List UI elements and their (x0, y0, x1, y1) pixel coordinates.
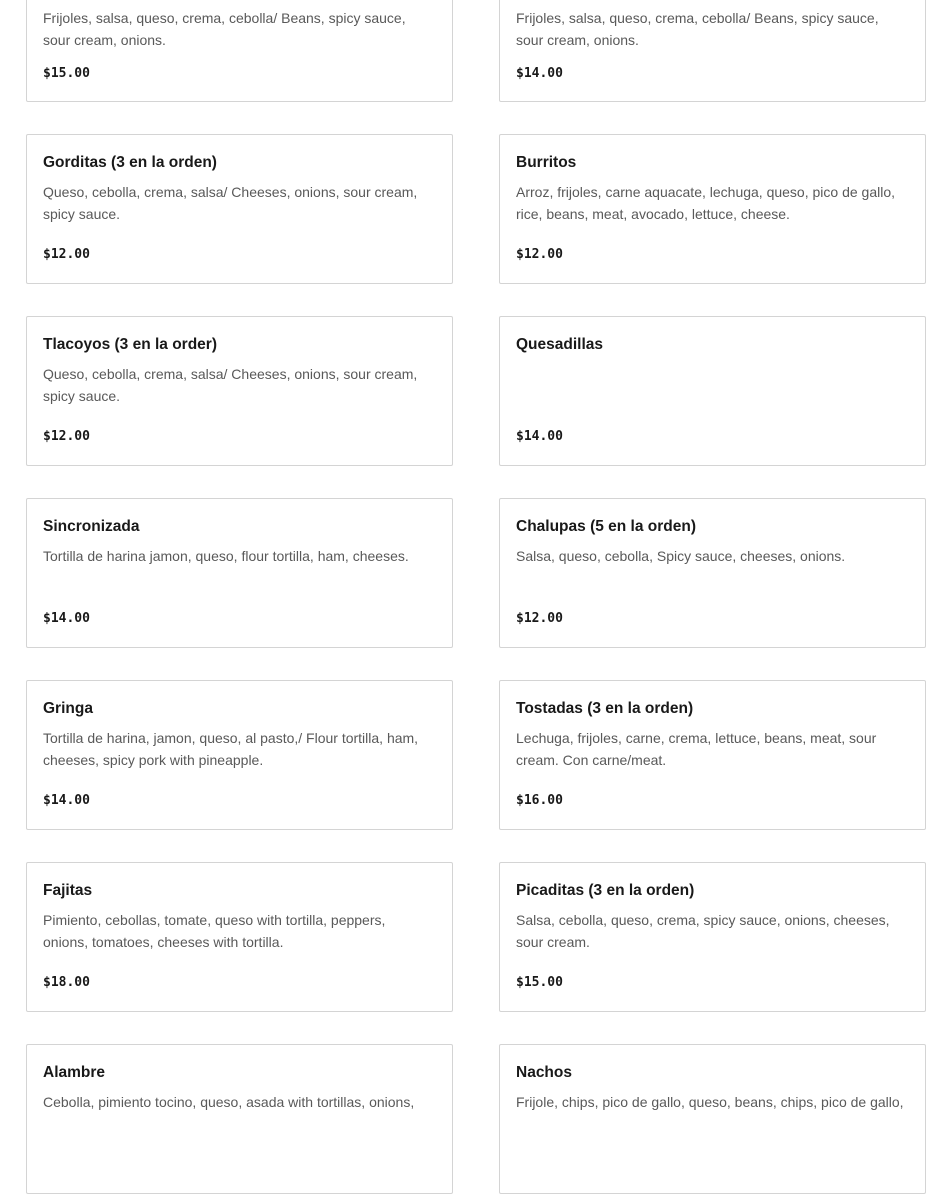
menu-item-card[interactable] (26, 680, 453, 830)
menu-item-title: Tlacoyos (3 en la order) (43, 336, 217, 353)
menu-item-price: $12.00 (43, 429, 90, 444)
menu-item-title: Chalupas (5 en la orden) (516, 518, 697, 535)
menu-item-card[interactable] (26, 862, 453, 1012)
menu-item-price: $14.00 (516, 429, 563, 444)
menu-item-title: Fajitas (43, 882, 93, 899)
menu-item-price: $12.00 (516, 611, 563, 626)
menu-item-description: Pimiento, cebollas, tomate, queso with tortilla, peppers, onions, tomatoes, cheeses with tortilla. (43, 912, 386, 950)
menu-item-title: Gringa (43, 700, 93, 717)
menu-item-title: Burritos (516, 154, 577, 171)
menu-item-title: Gorditas (3 en la orden) (43, 154, 217, 171)
menu-item-price: $14.00 (43, 611, 90, 626)
menu-item-card[interactable] (26, 1044, 453, 1194)
menu-item-price: $15.00 (43, 66, 90, 81)
menu-item-card[interactable] (499, 1044, 926, 1194)
menu-item-card[interactable] (26, 316, 453, 466)
menu-item-description: Frijole, chips, pico de gallo, queso, beans, chips, pico de gallo, (516, 1094, 904, 1110)
menu-item-card[interactable] (26, 498, 453, 648)
menu-item-title: Tostadas (3 en la orden) (516, 700, 694, 717)
menu-item-description: Tortilla de harina, jamon, queso, al pasto,/ Flour tortilla, ham, cheeses, spicy pork with pineapple. (43, 730, 419, 768)
menu-item-title: Picaditas (3 en la orden) (516, 882, 695, 899)
menu-item-card[interactable] (499, 316, 926, 466)
menu-item-description: Cebolla, pimiento tocino, queso, asada with tortillas, onions, (43, 1094, 415, 1110)
menu-item-description: Salsa, queso, cebolla, Spicy sauce, cheeses, onions. (516, 548, 846, 564)
menu-item-description: Queso, cebolla, crema, salsa/ Cheeses, onions, sour cream, spicy sauce. (43, 366, 418, 404)
menu-item-description: Frijoles, salsa, queso, crema, cebolla/ Beans, spicy sauce, sour cream, onions. (516, 10, 879, 48)
menu-item-price: $18.00 (43, 975, 90, 990)
menu-item-card[interactable] (26, 134, 453, 284)
menu-item-price: $14.00 (43, 793, 90, 808)
menu-item-card[interactable] (499, 134, 926, 284)
menu-item-description: Frijoles, salsa, queso, crema, cebolla/ Beans, spicy sauce, sour cream, onions. (43, 10, 406, 48)
menu-item-description: Salsa, cebolla, queso, crema, spicy sauce, onions, cheeses, sour cream. (516, 912, 890, 950)
menu-item-card[interactable] (26, 0, 453, 102)
menu-item-title: Sincronizada (43, 518, 140, 535)
menu-item-card[interactable] (499, 498, 926, 648)
menu-item-price: $12.00 (43, 247, 90, 262)
menu-item-title: Quesadillas (516, 336, 604, 353)
menu-item-title: Nachos (516, 1064, 572, 1081)
menu-item-description: Arroz, frijoles, carne aquacate, lechuga, queso, pico de gallo, rice, beans, meat, avocado, lettuce, cheese. (516, 184, 896, 222)
menu-item-title: Alambre (43, 1064, 106, 1081)
menu-item-price: $12.00 (516, 247, 563, 262)
menu-item-description: Tortilla de harina jamon, queso, flour tortilla, ham, cheeses. (43, 548, 409, 564)
menu-item-description: Lechuga, frijoles, carne, crema, lettuce, beans, meat, sour cream. Con carne/meat. (516, 730, 877, 768)
menu-item-price: $14.00 (516, 66, 563, 81)
menu-item-price: $16.00 (516, 793, 563, 808)
menu-item-price: $15.00 (516, 975, 563, 990)
menu-item-card[interactable] (499, 0, 926, 102)
menu-item-card[interactable] (499, 680, 926, 830)
menu-item-description: Queso, cebolla, crema, salsa/ Cheeses, onions, sour cream, spicy sauce. (43, 184, 418, 222)
menu-item-card[interactable] (499, 862, 926, 1012)
